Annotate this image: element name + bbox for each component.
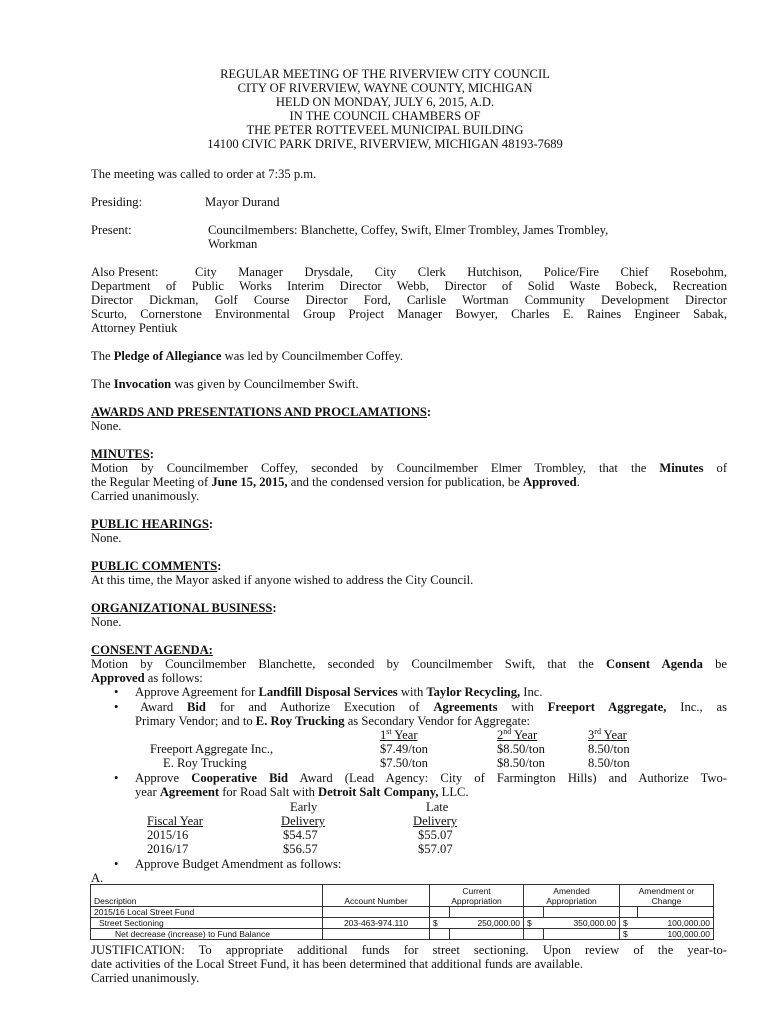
minutes-carried: Carried unanimously.	[91, 489, 200, 503]
bullet-icon: •	[114, 857, 119, 871]
consent-line: Approved as follows:	[91, 671, 203, 685]
present-line: Councilmembers: Blanchette, Coffey, Swift, Elmer Trombley, James Trombley,	[208, 223, 609, 237]
col-header-account: Account Number	[323, 885, 430, 907]
currency-symbol: $	[430, 918, 450, 929]
row-change: 100,000.00	[638, 918, 714, 929]
vendor-price: $8.50/ton	[497, 742, 545, 756]
consent-item-budget: Approve Budget Amendment as follows:	[135, 857, 342, 871]
minutes-line: Motion by Councilmember Coffey, seconded by Councilmember Elmer Trombley, that the Minutes of	[91, 461, 728, 475]
header-line: CITY OF RIVERVIEW, WAYNE COUNTY, MICHIGAN	[237, 81, 533, 95]
also-present-line: City Manager Drysdale, City Clerk Hutchison, Police/Fire Chief Rosebohm,	[195, 265, 727, 279]
col-header-amended: Amended Appropriation	[524, 885, 620, 907]
hearings-body: None.	[91, 531, 122, 545]
awards-body: None.	[91, 419, 122, 433]
consent-item-salt-line2: year Agreement for Road Salt with Detroit Salt Company, LLC.	[135, 785, 469, 799]
also-present-line: Attorney Pentiuk	[91, 321, 178, 335]
header-line: THE PETER ROTTEVEEL MUNICIPAL BUILDING	[246, 123, 524, 137]
row-description: Street Sectioning	[91, 918, 323, 929]
section-heading-consent: CONSENT AGENDA:	[91, 643, 213, 657]
salt-fiscal-year: 2015/16	[147, 828, 189, 842]
salt-early-price: $56.57	[283, 842, 318, 856]
item-letter: A.	[91, 871, 104, 885]
net-description: Net decrease (increase) to Fund Balance	[91, 929, 323, 940]
fund-name: 2015/16 Local Street Fund	[91, 907, 323, 918]
meeting-header	[0, 67, 770, 151]
pledge-line: The Pledge of Allegiance was led by Councilmember Coffey.	[91, 349, 403, 363]
section-heading-organizational: ORGANIZATIONAL BUSINESS:	[91, 601, 277, 615]
header-line: HELD ON MONDAY, JULY 6, 2015, A.D.	[275, 95, 495, 109]
presiding-value: Mayor Durand	[205, 195, 280, 209]
call-to-order: The meeting was called to order at 7:35 p.m.	[91, 167, 317, 181]
salt-head-fiscal-year: Fiscal Year	[147, 814, 203, 828]
currency-symbol: $	[620, 929, 638, 940]
col-header-description: Description	[91, 885, 323, 907]
consent-item-aggregate-line2: Primary Vendor; and to E. Roy Trucking as Secondary Vendor for Aggregate:	[135, 714, 531, 728]
consent-item-landfill: Approve Agreement for Landfill Disposal Services with Taylor Recycling, Inc.	[135, 685, 543, 699]
header-line: IN THE COUNCIL CHAMBERS OF	[289, 109, 481, 123]
section-heading-awards: AWARDS AND PRESENTATIONS AND PROCLAMATIONS:	[91, 405, 432, 419]
bullet-icon: •	[114, 700, 119, 714]
invocation-line: The Invocation was given by Councilmember Swift.	[91, 377, 359, 391]
vendor-name: Freeport Aggregate Inc.,	[150, 742, 274, 756]
header-line: 14100 CIVIC PARK DRIVE, RIVERVIEW, MICHIGAN 48193-7689	[207, 137, 563, 151]
also-present-line: Department of Public Works Interim Director Webb, Director of Solid Waste Bobeck, Recreation	[91, 279, 727, 293]
row-amended: 350,000.00	[544, 918, 620, 929]
salt-head-early: Early	[290, 800, 318, 814]
salt-head-delivery: Delivery	[413, 814, 458, 828]
justification-line: JUSTIFICATION: To appropriate additional funds for street sectioning. Upon review of the year-to-	[91, 943, 727, 957]
consent-line: Motion by Councilmember Blanchette, seconded by Councilmember Swift, that the Consent Agenda be	[91, 657, 727, 671]
year-head-3: 3rd Year	[588, 727, 627, 742]
justification-line: date activities of the Local Street Fund, it has been determined that additional funds are available.	[91, 957, 584, 971]
currency-symbol: $	[620, 918, 638, 929]
vendor-name: E. Roy Trucking	[163, 756, 247, 770]
row-account: 203-463-974.110	[323, 918, 430, 929]
salt-head-late: Late	[426, 800, 449, 814]
present-label: Present:	[91, 223, 132, 237]
vendor-price: $7.50/ton	[380, 756, 428, 770]
salt-head-delivery: Delivery	[281, 814, 326, 828]
comments-body: At this time, the Mayor asked if anyone wished to address the City Council.	[91, 573, 474, 587]
vendor-price: $8.50/ton	[497, 756, 545, 770]
vendor-price: $7.49/ton	[380, 742, 428, 756]
table-row	[91, 929, 714, 940]
also-present-label: Also Present:	[91, 265, 159, 279]
currency-symbol: $	[524, 918, 544, 929]
vendor-price: 8.50/ton	[588, 742, 630, 756]
section-heading-hearings: PUBLIC HEARINGS:	[91, 517, 214, 531]
salt-late-price: $55.07	[418, 828, 453, 842]
salt-late-price: $57.07	[418, 842, 453, 856]
present-line: Workman	[208, 237, 258, 251]
salt-early-price: $54.57	[283, 828, 318, 842]
table-row	[91, 918, 714, 929]
justification-carried: Carried unanimously.	[91, 971, 200, 985]
table-row	[91, 907, 714, 918]
section-heading-minutes: MINUTES:	[91, 447, 154, 461]
budget-amendment-table	[90, 884, 714, 940]
col-header-change: Amendment or Change	[620, 885, 714, 907]
col-header-current: Current Appropriation	[430, 885, 524, 907]
bullet-icon: •	[114, 771, 119, 785]
year-head-2: 2nd Year	[497, 727, 538, 742]
presiding-label: Presiding:	[91, 195, 143, 209]
organizational-body: None.	[91, 615, 122, 629]
vendor-price: 8.50/ton	[588, 756, 630, 770]
row-current: 250,000.00	[450, 918, 524, 929]
bullet-icon: •	[114, 685, 119, 699]
year-head-1: 1st Year	[380, 727, 418, 742]
header-line: REGULAR MEETING OF THE RIVERVIEW CITY COUNCIL	[220, 67, 550, 81]
salt-fiscal-year: 2016/17	[147, 842, 189, 856]
consent-item-aggregate: Award Bid for and Authorize Execution of Agreements with Freeport Aggregate, Inc., as	[140, 700, 728, 714]
table-header-row	[91, 885, 714, 907]
net-change: 100,000.00	[638, 929, 714, 940]
also-present-line: Director Dickman, Golf Course Director Ford, Carlisle Wortman Community Development Director	[91, 293, 727, 307]
minutes-line: the Regular Meeting of June 15, 2015, and the condensed version for publication, be Approved.	[91, 475, 580, 489]
consent-item-salt: Approve Cooperative Bid Award (Lead Agency: City of Farmington Hills) and Authorize Two-	[135, 771, 728, 785]
section-heading-comments: PUBLIC COMMENTS:	[91, 559, 222, 573]
also-present-line: Scurto, Cornerstone Environmental Group Project Manager Bowyer, Charles E. Raines Engineer Sabak,	[91, 307, 727, 321]
